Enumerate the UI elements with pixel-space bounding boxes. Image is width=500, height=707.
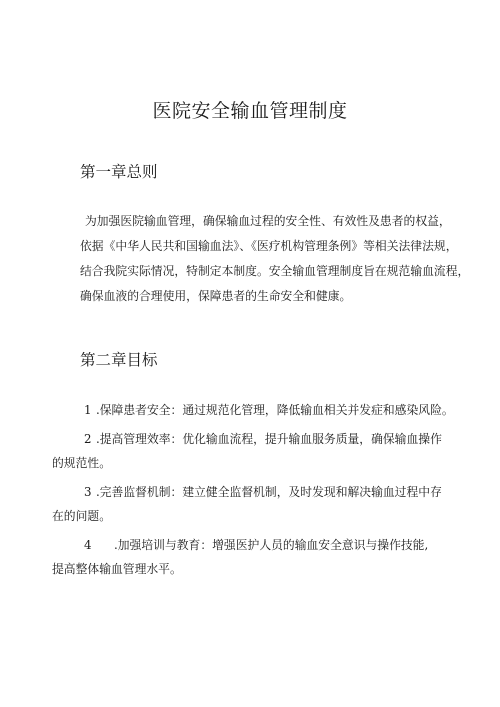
list-text-continuation: 的规范性。	[52, 456, 111, 470]
document-title: 医院安全输血管理制度	[152, 100, 348, 122]
list-item	[52, 480, 480, 528]
paragraph-line: 为加强医院输血管理，确保输血过程的安全性、有效性及患者的权益，	[85, 214, 451, 228]
list-text: .提高管理效率：优化输血流程，提升输血服务质量，确保输血操作	[96, 432, 442, 446]
list-number: 1	[84, 403, 92, 417]
list-item	[80, 398, 480, 422]
paragraph-line: 结合我院实际情况，特制定本制度。安全输血管理制度旨在规范输血流程，	[80, 264, 470, 278]
list-item	[52, 427, 480, 475]
list-number: 2	[84, 432, 92, 446]
list-text: .完善监督机制：建立健全监督机制，及时发现和解决输血过程中存	[96, 485, 442, 499]
chapter1-paragraph	[80, 209, 470, 309]
list-text-continuation: 在的问题。	[52, 509, 111, 523]
list-number: 4	[84, 538, 92, 552]
list-text: .保障患者安全：通过规范化管理，降低输血相关并发症和感染风险。	[96, 403, 454, 417]
chapter1-heading: 第一章总则	[80, 163, 158, 181]
list-item	[52, 533, 480, 581]
list-text-continuation: 提高整体输血管理水平。	[52, 562, 182, 576]
paragraph-line: 确保血液的合理使用，保障患者的生命安全和健康。	[80, 289, 352, 303]
paragraph-line: 依据《中华人民共和国输血法》、《医疗机构管理条例》等相关法律法规，	[80, 239, 458, 253]
list-text: .加强培训与教育：增强医护人员的输血安全意识与操作技能,	[114, 538, 429, 552]
list-number: 3	[84, 485, 92, 499]
chapter2-heading: 第二章目标	[80, 351, 158, 369]
